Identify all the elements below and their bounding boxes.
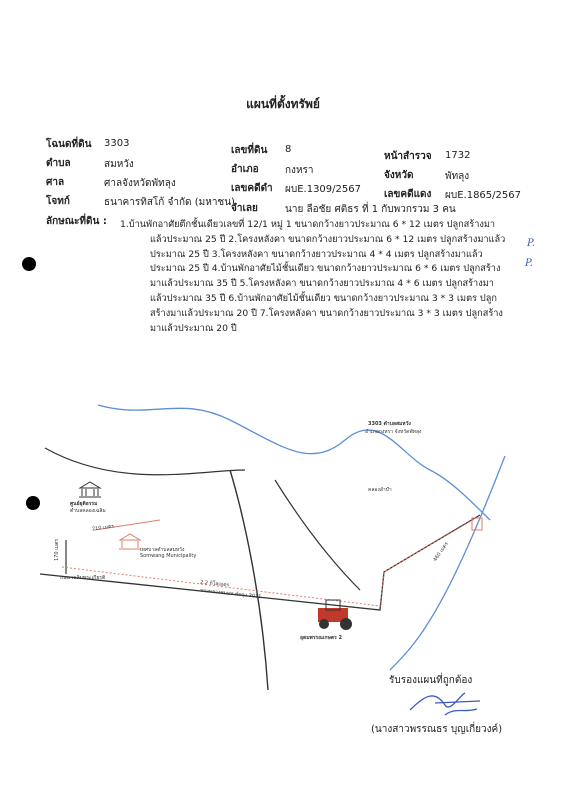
map-canal-label: คลองลำปำ (368, 487, 392, 493)
handwritten-signature (405, 685, 485, 720)
deed-label: โฉนดที่ดิน (46, 139, 92, 150)
district-value: กงหรา (285, 165, 314, 176)
property-label: ลักษณะที่ดิน : (46, 216, 107, 227)
black-case-value: ผบE.1309/2567 (285, 184, 361, 195)
province-label: จังหวัด (384, 170, 414, 181)
plaintiff-label: โจทก์ (46, 196, 70, 207)
district-label: อำเภอ (231, 164, 259, 175)
map-plot-label: 3303 ตำบลสมหวัง (368, 421, 411, 427)
survey-page-label: หน้าสำรวจ (384, 151, 432, 162)
map-municipality: เทศบาลตำบลสมหวัง (140, 547, 185, 553)
justice-center-icon (79, 482, 101, 497)
certify-text: รับรองแผนที่ถูกต้อง (389, 675, 473, 686)
map-dist-right: 460 เมตร (432, 541, 450, 563)
map-tractor-label: อุดมพรรณเกษตร 2 (300, 635, 343, 641)
margin-note-2: P. (525, 258, 533, 269)
canal-line-right (390, 456, 505, 670)
map-road-left: ถนน เฉลิมพระเกียรติ (60, 575, 106, 581)
map-road-dist: 2.2 กิโลเมตร (199, 579, 230, 589)
subdistrict-label: ตำบล (46, 158, 71, 169)
road-main-vertical (230, 470, 268, 690)
black-case-label: เลขคดีดำ (231, 183, 273, 194)
map-landmark1-sub: ตำบลคลองเฉลิม (70, 508, 106, 514)
plaintiff-value: ธนาคารทิสโก้ จำกัด (มหาชน) (104, 197, 235, 208)
road-branch (275, 480, 360, 590)
map-road-label: ทางหลวงชนบท พัทลุง 3011 (199, 587, 262, 601)
defendant-label: จำเลย (231, 203, 258, 214)
map-municipality-en: Somwang Municipality (140, 553, 197, 559)
map-dist-vertical: 170 เมตร (54, 538, 61, 562)
land-no-value: 8 (285, 144, 292, 155)
route-line (62, 518, 476, 606)
province-value: พัทลุง (445, 171, 470, 182)
municipality-icon (119, 534, 141, 549)
red-case-value: ผบE.1865/2567 (445, 190, 521, 201)
red-case-label: เลขคดีแดง (384, 189, 432, 200)
map-plot-sub: อำเภอกงหรา จังหวัดพัทลุง (365, 429, 422, 435)
map-dist1: 210 เมตร (91, 523, 115, 533)
road-upper-left (45, 448, 245, 475)
page-title: แผนที่ตั้งทรัพย์ (246, 97, 320, 111)
land-no-label: เลขที่ดิน (231, 145, 268, 156)
court-value: ศาลจังหวัดพัทลุง (104, 178, 176, 189)
signer-name: (นางสาวพรรณธร บุญเกี่ยวงค์) (371, 724, 503, 735)
defendant-value: นาย ลือชัย ศติธร ที่ 1 กับพวกรวม 3 คน (285, 204, 456, 215)
subdistrict-value: สมหวัง (104, 159, 134, 170)
deed-value: 3303 (104, 138, 130, 149)
survey-page-value: 1732 (445, 150, 471, 161)
map-landmark1: ศูนย์ยุติธรรม (70, 501, 98, 507)
court-label: ศาล (46, 177, 65, 188)
canal-line-upper (98, 405, 490, 520)
margin-note-1: P. (527, 238, 535, 249)
property-description: 1.บ้านพักอาศัยตึกชั้นเดียวเลขที่ 12/1 หมู่ 1 ขนาดกว้างยาวประมาณ 6 * 12 เมตร ปลูกสร้างมาแล้วประมาณ 25 ปี 2.โครงหลังคา ขนาดกว้างยาวประมาณ 6 * 12 เมตร ปลูกสร้างมาแล้วประมาณ 25 ปี 3.โครงหลังคา ขนาดกว้างยาวประมาณ 4 * 4 เมตร ปลูกสร้างมาแล้วประมาณ 25 ปี 4.บ้านพักอาศัยไม้ชั้นเดียว ขนาดกว้างยาวประมาณ 6 * 6 เมตร ปลูกสร้างมาแล้วประมาณ 35 ปี 5.โครงหลังคา ขนาดกว้างยาวประมาณ 4 * 6 เมตร ปลูกสร้างมาแล้วประมาณ 35 ปี 6.บ้านพักอาศัยไม้ชั้นเดียว ขนาดกว้างยาวประมาณ 3 * 3 เมตร ปลูกสร้างมาแล้วประมาณ 20 ปี 7.โครงหลังคา ขนาดกว้างยาวประมาณ 3 * 3 เมตร ปลูกสร้างมาแล้วประมาณ 20 ปี (120, 219, 506, 334)
